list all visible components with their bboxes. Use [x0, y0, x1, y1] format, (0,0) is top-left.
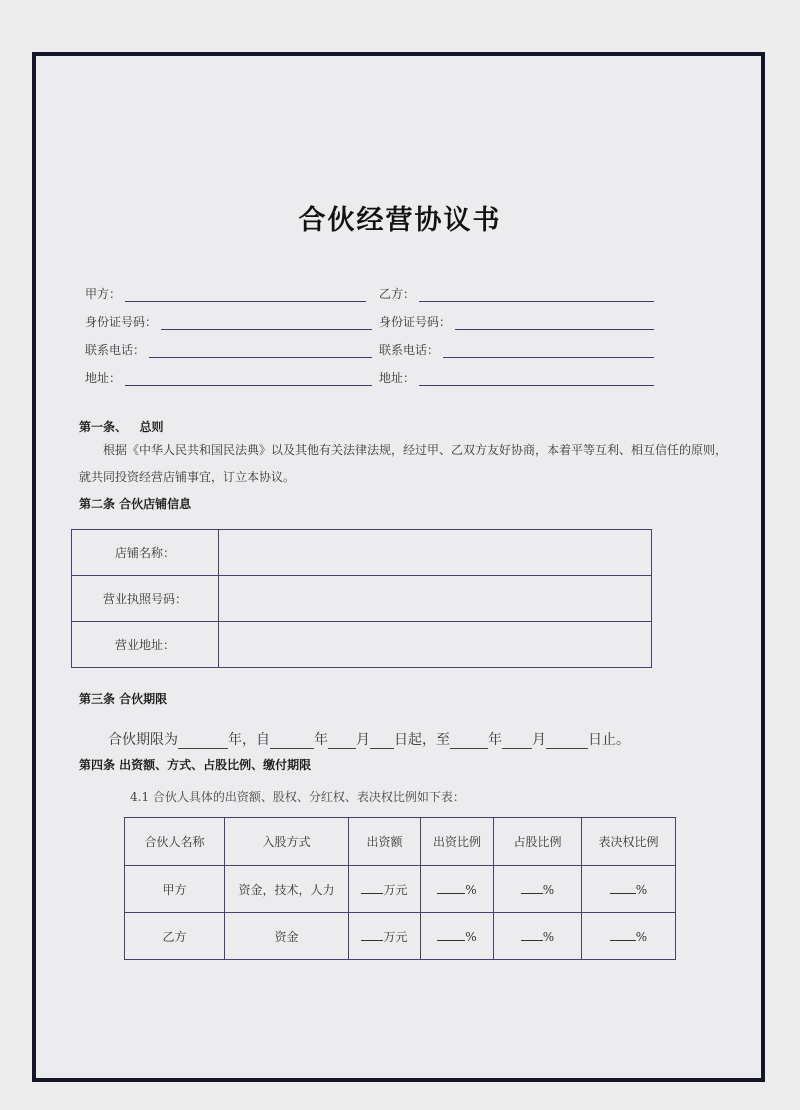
license-number-label: 营业执照号码：	[72, 576, 219, 622]
partner-b-share-ratio[interactable]: %	[494, 913, 582, 960]
partner-a-share-ratio[interactable]: %	[494, 866, 582, 913]
col-header-share-ratio: 占股比例	[494, 818, 582, 866]
article4-heading: 第四条 出资额、方式、占股比例、缴付期限	[79, 758, 312, 772]
store-name-cell[interactable]	[219, 530, 652, 576]
article1-heading: 第一条、 总则	[79, 420, 164, 434]
table-row	[72, 622, 652, 668]
party-b-address-line[interactable]	[419, 371, 654, 386]
party-a-phone-label: 联系电话：	[85, 343, 146, 357]
party-a-phone-line[interactable]	[149, 343, 372, 358]
partner-a-method: 资金，技术，人力	[225, 866, 349, 913]
party-a-address-line[interactable]	[125, 371, 372, 386]
start-year-blank[interactable]	[270, 734, 314, 749]
party-b-address-field[interactable]	[379, 366, 654, 386]
term-text-5: 日起，至	[394, 732, 450, 748]
partner-b-method: 资金	[225, 913, 349, 960]
col-header-amount: 出资额	[349, 818, 421, 866]
party-a-label: 甲方：	[85, 287, 122, 301]
party-a-address-field[interactable]	[85, 366, 372, 386]
party-b-phone-field[interactable]	[379, 338, 654, 358]
party-b-id-label: 身份证号码：	[379, 315, 452, 329]
end-day-blank[interactable]	[546, 734, 588, 749]
term-sentence	[108, 729, 630, 749]
article1-text: 根据《中华人民共和国民法典》以及其他有关法律法规，经过甲、乙双方友好协商，本着平等互利、相互信任的原则，就共同投资经营店铺事宜，订立本协议。	[79, 443, 728, 484]
term-years-blank[interactable]	[178, 734, 228, 749]
party-b-id-field[interactable]	[379, 310, 654, 330]
party-b-address-label: 地址：	[379, 371, 416, 385]
term-text-4: 月	[356, 732, 370, 748]
term-text-3: 年	[314, 732, 328, 748]
table-row	[125, 866, 676, 913]
party-b-line[interactable]	[419, 287, 654, 302]
end-year-blank[interactable]	[450, 734, 488, 749]
col-header-contribution-ratio: 出资比例	[421, 818, 494, 866]
term-text-6: 年	[488, 732, 502, 748]
partner-a-name: 甲方	[125, 866, 225, 913]
col-header-partner: 合伙人名称	[125, 818, 225, 866]
term-text-8: 日止。	[588, 732, 630, 748]
table-row	[72, 576, 652, 622]
article3-heading: 第三条 合伙期限	[79, 692, 168, 706]
col-header-method: 入股方式	[225, 818, 349, 866]
document-title: 合伙经营协议书	[298, 205, 502, 236]
article2-heading: 第二条 合伙店铺信息	[79, 497, 192, 511]
store-info-table	[71, 529, 652, 668]
party-a-line[interactable]	[125, 287, 366, 302]
business-address-cell[interactable]	[219, 622, 652, 668]
table-row	[125, 913, 676, 960]
partner-b-contribution-ratio[interactable]: %	[421, 913, 494, 960]
start-month-blank[interactable]	[328, 734, 356, 749]
partner-b-amount[interactable]: 万元	[349, 913, 421, 960]
party-a-id-field[interactable]	[85, 310, 372, 330]
party-b-phone-line[interactable]	[443, 343, 654, 358]
party-b-phone-label: 联系电话：	[379, 343, 440, 357]
party-a-phone-field[interactable]	[85, 338, 372, 358]
license-number-cell[interactable]	[219, 576, 652, 622]
table-row	[72, 530, 652, 576]
party-b-label: 乙方：	[379, 287, 416, 301]
col-header-vote-ratio: 表决权比例	[582, 818, 676, 866]
business-address-label: 营业地址：	[72, 622, 219, 668]
partner-a-amount[interactable]: 万元	[349, 866, 421, 913]
term-text-7: 月	[532, 732, 546, 748]
partner-b-vote-ratio[interactable]: %	[582, 913, 676, 960]
party-a-field[interactable]	[85, 282, 366, 302]
term-text-2: 年，自	[228, 732, 270, 748]
partner-a-vote-ratio[interactable]: %	[582, 866, 676, 913]
party-a-id-line[interactable]	[161, 315, 372, 330]
party-a-id-label: 身份证号码：	[85, 315, 158, 329]
party-a-address-label: 地址：	[85, 371, 122, 385]
article4-note: 4.1 合伙人具体的出资额、股权、分红权、表决权比例如下表：	[130, 790, 465, 804]
partner-a-contribution-ratio[interactable]: %	[421, 866, 494, 913]
partner-b-name: 乙方	[125, 913, 225, 960]
table-header-row	[125, 818, 676, 866]
end-month-blank[interactable]	[502, 734, 532, 749]
capital-table	[124, 817, 676, 960]
party-b-id-line[interactable]	[455, 315, 654, 330]
term-text-1: 合伙期限为	[108, 732, 178, 748]
start-day-blank[interactable]	[370, 734, 394, 749]
party-b-field[interactable]	[379, 282, 654, 302]
store-name-label: 店铺名称：	[72, 530, 219, 576]
